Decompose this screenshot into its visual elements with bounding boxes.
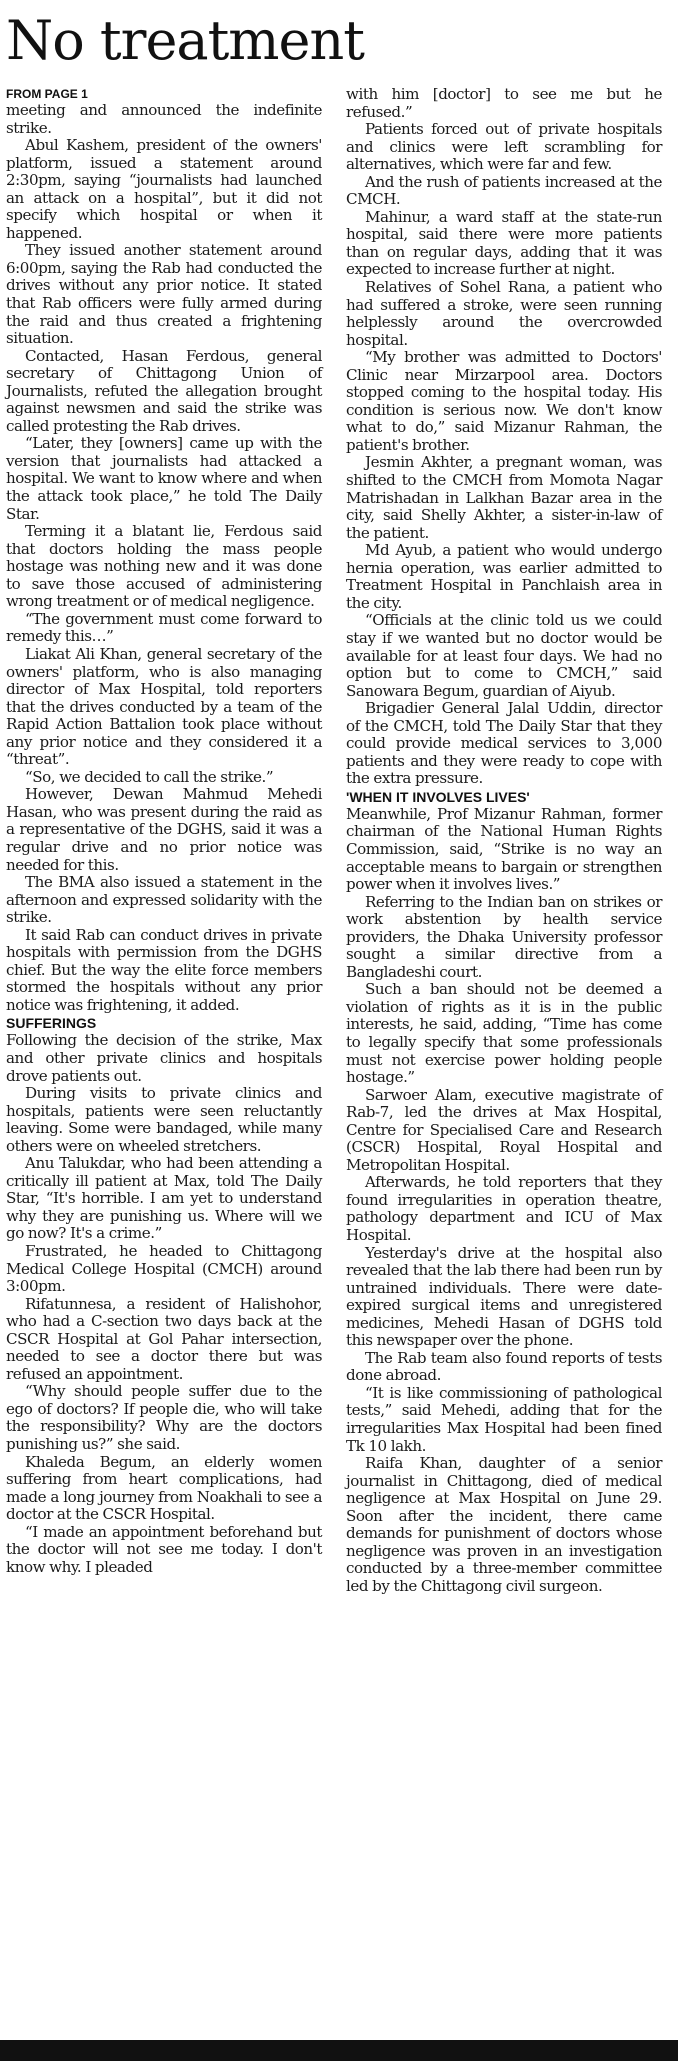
article-paragraph: “Later, they [owners] came up with the version that journalists had attacked a hospital. We want to know where and when the attack took place,” he told The Daily Star.	[6, 434, 322, 523]
article-paragraph: “I made an appointment beforehand but the doctor will not see me today. I don't know why. I pleaded	[6, 1522, 322, 1576]
article-paragraph: They issued another statement around 6:00pm, saying the Rab had conducted the drives without any prior notice. It stated that Rab officers were fully armed during the raid and thus created a frightening situation.	[6, 241, 322, 348]
headline: No treatment	[6, 9, 364, 72]
article-paragraph: During visits to private clinics and hospitals, patients were seen reluctantly leaving. Some were bandaged, while many others were on wheeled stretchers.	[6, 1084, 322, 1155]
article-paragraph: Following the decision of the strike, Max and other private clinics and hospitals drove patients out.	[6, 1031, 322, 1085]
article-paragraph: Jesmin Akhter, a pregnant woman, was shifted to the CMCH from Momota Nagar Matrishadan in Lalkhan Bazar area in the city, said Shelly Akhter, a sister-in-law of the patient.	[346, 453, 662, 542]
left-column	[6, 86, 322, 1576]
article-paragraph: Rifatunnesa, a resident of Halishohor, who had a C-section two days back at the CSCR Hospital at Gol Pahar intersection, needed to see a doctor there but was refused an appointment.	[6, 1294, 322, 1383]
article-paragraph: Yesterday's drive at the hospital also revealed that the lab there had been run by untrained individuals. There were date-expired surgical items and unregistered medicines, Mehedi Hasan of DGHS told this newspaper over the phone.	[346, 1243, 662, 1350]
article-paragraph: meeting and announced the indefinite strike.	[6, 101, 322, 137]
article-paragraph: Brigadier General Jalal Uddin, director of the CMCH, told The Daily Star that they could provide medical services to 3,000 patients and they were ready to cope with the extra pressure.	[346, 699, 662, 788]
article-paragraph: And the rush of patients increased at the CMCH.	[346, 172, 662, 209]
article-paragraph: Referring to the Indian ban on strikes or work abstention by health service providers, the Dhaka University professor sought a similar directive from a Bangladeshi court.	[346, 892, 662, 981]
article-paragraph: “Officials at the clinic told us we could stay if we wanted but no doctor would be available for at least four days. We had no option but to come to CMCH,” said Sanowara Begum, guardian of Aiyub.	[346, 611, 662, 700]
article-paragraph: Raifa Khan, daughter of a senior journalist in Chittagong, died of medical negligence at Max Hospital on June 29. Soon after the incident, there came demands for punishment of doctors whose negligence was proven in an investigation conducted by a three-member committee led by the Chittagong civil surgeon.	[346, 1454, 662, 1595]
article-paragraph: Mahinur, a ward staff at the state-run hospital, said there were more patients than on regular days, adding that it was expected to increase further at night.	[346, 207, 662, 279]
article-paragraph: Meanwhile, Prof Mizanur Rahman, former chairman of the National Human Rights Commission, said, “Strike is no way an acceptable means to bargain or strengthen power when it involves lives.”	[346, 804, 662, 894]
article-paragraph: However, Dewan Mahmud Mehedi Hasan, who was present during the raid as a representative of the DGHS, said it was a regular drive and no prior notice was needed for this.	[6, 785, 322, 874]
article-paragraph: Anu Talukdar, who had been attending a critically ill patient at Max, told The Daily Star, “It's horrible. I am yet to understand why they are punishing us. Where will we go now? It's a crime.”	[6, 1154, 322, 1243]
article-paragraph: Patients forced out of private hospitals and clinics were left scrambling for alternatives, which were far and few.	[346, 120, 662, 174]
article-paragraph: It said Rab can conduct drives in private hospitals with permission from the DGHS chief. But the way the elite force members stormed the hospitals without any prior notice was frightening, it added.	[6, 925, 322, 1014]
article-paragraph: “Why should people suffer due to the ego of doctors? If people die, who will take the responsibility? Why are the doctors punishing us?” she said.	[6, 1382, 322, 1454]
article-paragraph: “So, we decided to call the strike.”	[25, 767, 274, 786]
from-page-label: FROM PAGE 1	[6, 87, 88, 101]
article-paragraph: “The government must come forward to remedy this…”	[6, 609, 322, 646]
article-paragraph: Abul Kashem, president of the owners' platform, issued a statement around 2:30pm, saying “journalists had launched an attack on a hospital”, but it did not specify which hospital or when it happened.	[6, 136, 322, 242]
article-paragraph: Such a ban should not be deemed a violation of rights as it is in the public interests, he said, adding, “Time has come to legally specify that some professionals must not exercise power holding people hostage.”	[346, 980, 662, 1087]
article-paragraph: Terming it a blatant lie, Ferdous said that doctors holding the mass people hostage was nothing new and it was done to save those accused of administering wrong treatment or of medical negligence.	[6, 522, 322, 611]
right-column	[346, 86, 662, 1595]
article-paragraph: Frustrated, he headed to Chittagong Medical College Hospital (CMCH) around 3:00pm.	[6, 1242, 322, 1296]
article-paragraph: Md Ayub, a patient who would undergo hernia operation, was earlier admitted to Treatment Hospital in Panchlaish area in the city.	[346, 541, 662, 612]
article-paragraph: Liakat Ali Khan, general secretary of the owners' platform, who is also managing director of Max Hospital, told reporters that the drives conducted by a team of the Rapid Action Battalion took place without any prior notice and they considered it a “threat”.	[6, 644, 322, 769]
article-paragraph: Khaleda Begum, an elderly women suffering from heart complications, had made a long journey from Noakhali to see a doctor at the CSCR Hospital.	[6, 1452, 322, 1524]
bottom-border	[0, 2040, 678, 2061]
article-paragraph: The BMA also issued a statement in the afternoon and expressed solidarity with the strike.	[6, 873, 322, 927]
subheading: 'WHEN IT INVOLVES LIVES'	[346, 788, 530, 805]
article-paragraph: Afterwards, he told reporters that they found irregularities in operation theatre, pathology department and ICU of Max Hospital.	[346, 1173, 662, 1244]
subheading: SUFFERINGS	[6, 1015, 97, 1032]
article-paragraph: Sarwoer Alam, executive magistrate of Rab-7, led the drives at Max Hospital, Centre for Specialised Care and Research (CSCR) Hospital, Royal Hospital and Metropolitan Hospital.	[346, 1085, 662, 1174]
article-paragraph: with him [doctor] to see me but he refused.”	[346, 85, 662, 121]
article-paragraph: “It is like commissioning of pathological tests,” said Mehedi, adding that for the irregularities Max Hospital had been fined Tk 10 lakh.	[346, 1383, 662, 1455]
article-paragraph: “My brother was admitted to Doctors' Clinic near Mirzarpool area. Doctors stopped coming to the hospital today. His condition is serious now. We don't know what to do,” said Mizanur Rahman, the patient's brother.	[346, 348, 662, 454]
article-paragraph: Contacted, Hasan Ferdous, general secretary of Chittagong Union of Journalists, refuted the allegation brought against newsmen and said the strike was called protesting the Rab drives.	[6, 346, 322, 435]
article-paragraph: Relatives of Sohel Rana, a patient who had suffered a stroke, were seen running helplessly around the overcrowded hospital.	[346, 278, 662, 349]
article-paragraph: The Rab team also found reports of tests done abroad.	[346, 1348, 662, 1385]
